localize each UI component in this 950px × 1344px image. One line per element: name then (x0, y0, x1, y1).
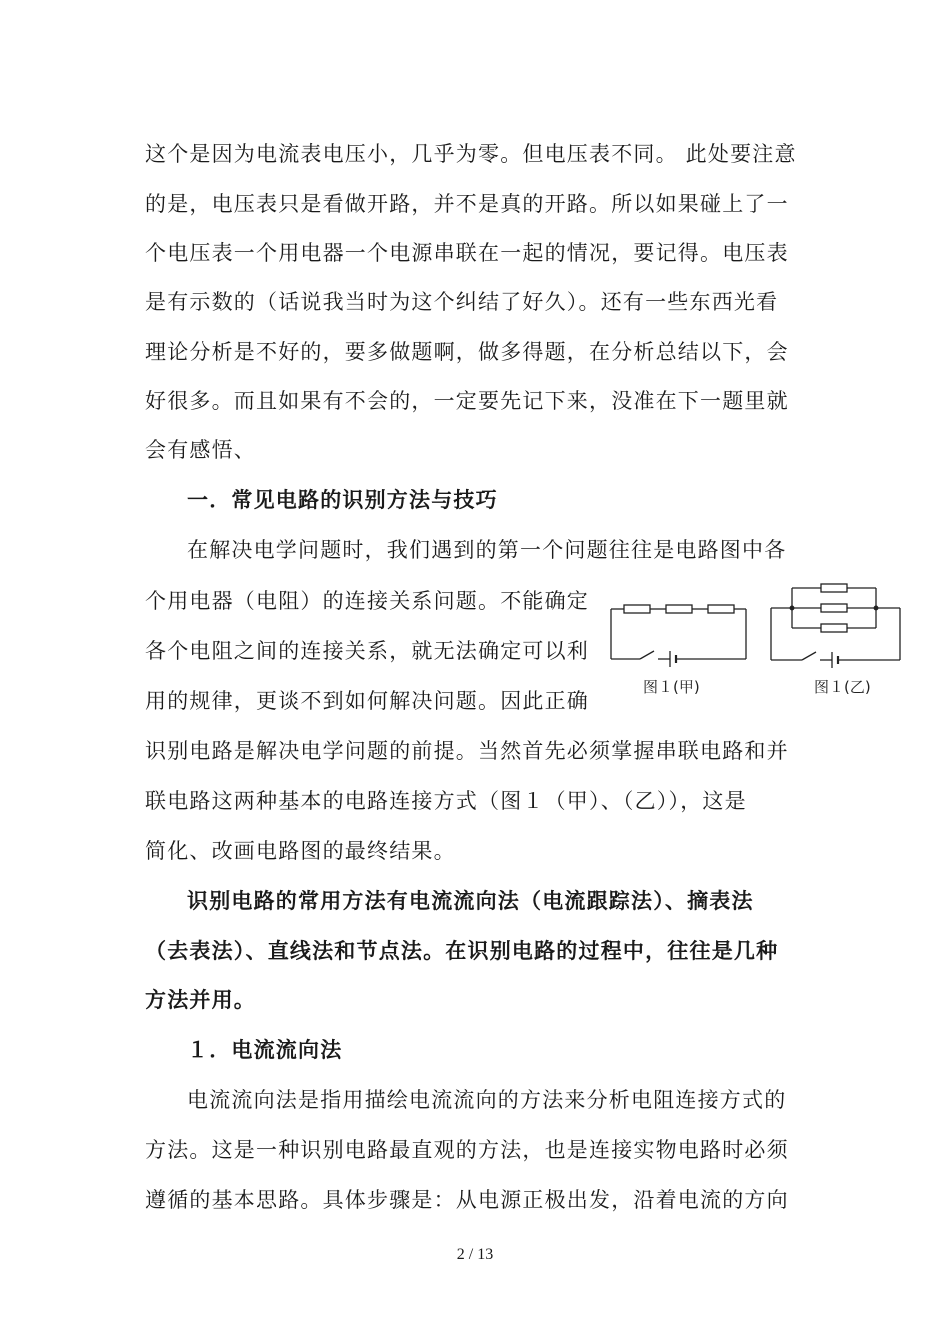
parallel-circuit-diagram (766, 580, 906, 668)
text-line: 简化、改画电路图的最终结果。 (145, 839, 456, 863)
text-line: 联电路这两种基本的电路连接方式（图１（甲）、（乙）），这是 (145, 789, 747, 813)
text-line: 个用电器（电阻）的连接关系问题。不能确定 (145, 589, 589, 613)
text-line: 用的规律，更谈不到如何解决问题。因此正确 (145, 689, 589, 713)
text-line-bold: 识别电路的常用方法有电流流向法（电流跟踪法）、摘表法 (187, 888, 754, 913)
text-line: 好很多。而且如果有不会的，一定要先记下来，没准在下一题里就 (145, 389, 789, 413)
text-line: 理论分析是不好的，要多做题啊，做多得题，在分析总结以下，会 (145, 340, 789, 364)
section-heading: 一．常见电路的识别方法与技巧 (187, 487, 498, 512)
figure-caption-a: 图１(甲) (643, 678, 700, 696)
text-line: 电流流向法是指用描绘电流流向的方法来分析电阻连接方式的 (187, 1088, 787, 1112)
text-line: 是有示数的（话说我当时为这个纠结了好久）。还有一些东西光看 (145, 290, 779, 314)
text-line: 识别电路是解决电学问题的前提。当然首先必须掌握串联电路和并 (145, 739, 789, 763)
text-line: 会有感悟、 (145, 438, 256, 462)
text-line: 各个电阻之间的连接关系，就无法确定可以利 (145, 639, 589, 663)
series-circuit-diagram (606, 596, 752, 668)
text-line: 遵循的基本思路。具体步骤是：从电源正极出发，沿着电流的方向 (145, 1188, 789, 1212)
figure-caption-b: 图１(乙) (814, 678, 871, 696)
text-line: 这个是因为电流表电压小，几乎为零。但电压表不同。 此处要注意 (145, 142, 797, 166)
text-line: 个电压表一个用电器一个电源串联在一起的情况，要记得。电压表 (145, 241, 789, 265)
text-line: 在解决电学问题时，我们遇到的第一个问题往往是电路图中各 (187, 538, 787, 562)
subsection-heading: １．电流流向法 (187, 1037, 343, 1062)
text-line-bold: 方法并用。 (145, 987, 256, 1012)
text-line: 的是，电压表只是看做开路，并不是真的开路。所以如果碰上了一 (145, 192, 789, 216)
text-line: 方法。这是一种识别电路最直观的方法，也是连接实物电路时必须 (145, 1138, 789, 1162)
text-line-bold: （去表法）、直线法和节点法。在识别电路的过程中，往往是几种 (145, 938, 779, 963)
page-number: 2 / 13 (456, 1246, 494, 1263)
